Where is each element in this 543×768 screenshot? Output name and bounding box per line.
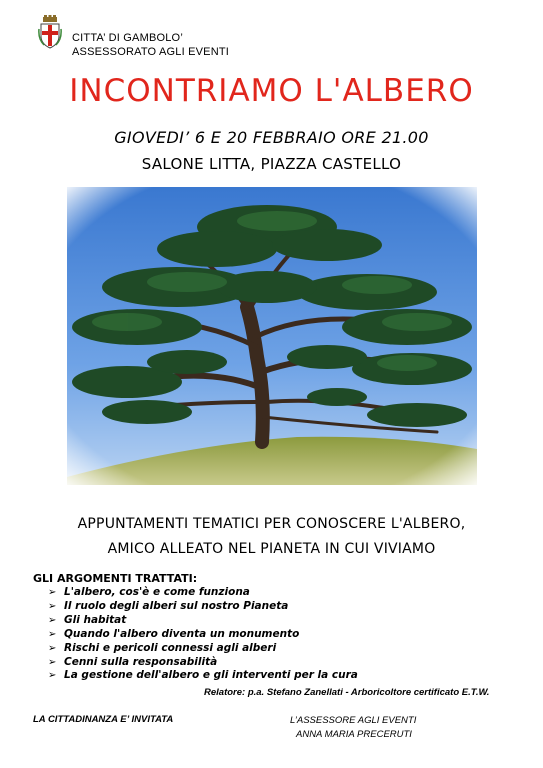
event-title: INCONTRIAMO L'ALBERO [69, 73, 474, 109]
assessore-name: ANNA MARIA PRECERUTI [296, 729, 412, 740]
cedar-tree-photo [67, 187, 477, 485]
arrow-bullet-icon: ➢ [48, 600, 57, 612]
arrow-bullet-icon: ➢ [48, 642, 57, 654]
tagline-line-1: APPUNTAMENTI TEMATICI PER CONOSCERE L'ALBERO, [77, 516, 466, 532]
arrow-bullet-icon: ➢ [48, 628, 57, 640]
list-item: ➢ Rischi e pericoli connessi agli alberi [48, 641, 277, 654]
speaker-credit: Relatore: p.a. Stefano Zanellati - Arboricoltore certificato E.T.W. [204, 687, 490, 698]
arrow-bullet-icon: ➢ [48, 587, 57, 598]
assessore-title: L’ASSESSORE AGLI EVENTI [290, 715, 417, 726]
list-item: ➢ Il ruolo degli alberi sul nostro Pianeta [48, 599, 289, 612]
organization-header [72, 31, 229, 59]
coat-of-arms-icon [38, 15, 62, 49]
arrow-bullet-icon: ➢ [48, 656, 57, 668]
arrow-bullet-icon: ➢ [48, 670, 57, 682]
list-item: ➢ La gestione dell'albero e gli interventi per la cura [48, 669, 358, 682]
topics-list [48, 586, 358, 683]
list-item: ➢ Cenni sulla responsabilità [48, 655, 218, 668]
list-item: ➢ Quando l'albero diventa un monumento [48, 627, 300, 640]
event-date: GIOVEDI’ 6 E 20 FEBBRAIO ORE 21.00 [114, 128, 429, 147]
event-location: SALONE LITTA, PIAZZA CASTELLO [141, 155, 402, 173]
department-name: ASSESSORATO AGLI EVENTI [72, 46, 230, 58]
arrow-bullet-icon: ➢ [48, 614, 57, 626]
topics-heading: GLI ARGOMENTI TRATTATI: [33, 572, 198, 585]
invitation-note: LA CITTADINANZA E’ INVITATA [33, 714, 174, 725]
list-item: ➢ L'albero, cos'è e come funziona [48, 586, 250, 598]
tagline-line-2: AMICO ALLEATO NEL PIANETA IN CUI VIVIAMO [107, 541, 436, 557]
city-name: CITTA’ DI GAMBOLO’ [72, 32, 183, 44]
signature-block [290, 714, 416, 742]
list-item: ➢ Gli habitat [48, 613, 127, 626]
